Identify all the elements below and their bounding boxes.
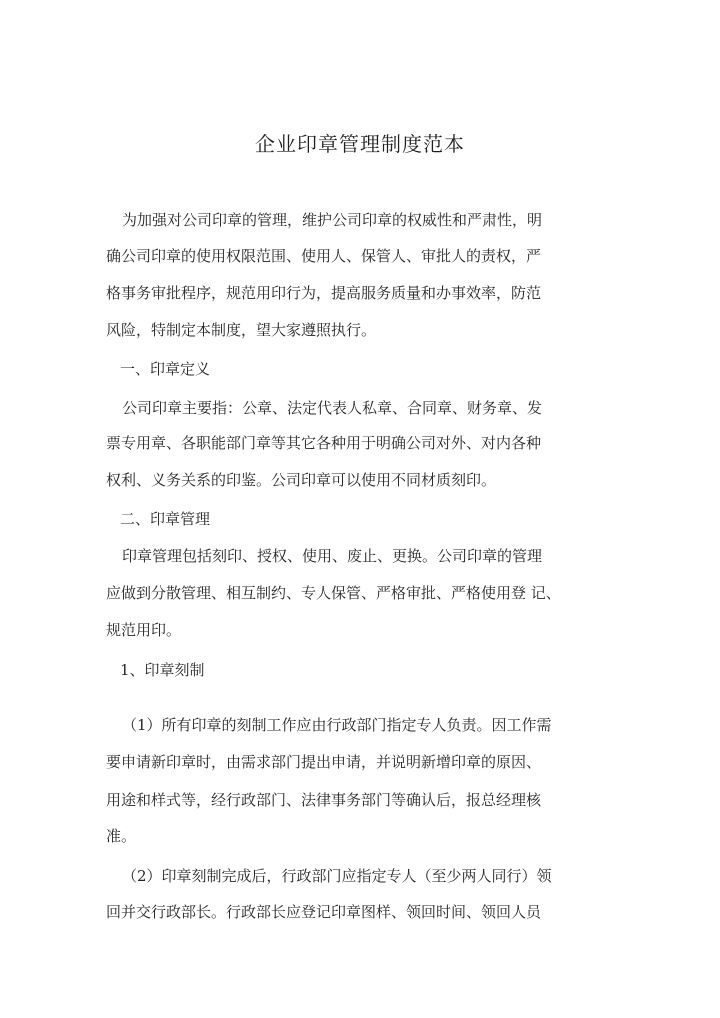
paragraph-line: 风险，特制定本制度，望大家遵照执行。 xyxy=(106,321,377,339)
paragraph-line: 格事务审批程序，规范用印行为，提高服务质量和办事效率，防范 xyxy=(106,284,542,302)
paragraph-line: 回并交行政部长。行政部长应登记印章图样、领回时间、领回人员 xyxy=(106,903,542,921)
paragraph-line: 规范用印。 xyxy=(106,621,182,639)
document-title: 企业印章管理制度范本 xyxy=(255,132,465,156)
paragraph-line: 应做到分散管理、相互制约、专人保管、严格审批、严格使用登 记、 xyxy=(106,584,561,602)
paragraph-line: （2）印章刻制完成后，行政部门应指定专人（至少两人同行）领 xyxy=(122,867,552,885)
paragraph-line: 权利、义务关系的印鉴。公司印章可以使用不同材质刻印。 xyxy=(106,471,497,489)
paragraph-line: 印章管理包括刻印、授权、使用、废止、更换。公司印章的管理 xyxy=(122,547,543,565)
paragraph-line: 公司印章主要指：公章、法定代表人私章、合同章、财务章、发 xyxy=(122,399,543,417)
subsection-heading: 1、印章刻制 xyxy=(120,661,205,679)
paragraph-line: （1）所有印章的刻制工作应由行政部门指定专人负责。因工作需 xyxy=(122,716,552,734)
paragraph-line: 为加强对公司印章的管理，维护公司印章的权威性和严肃性，明 xyxy=(122,211,543,229)
section-heading: 二、印章管理 xyxy=(120,510,211,528)
paragraph-line: 用途和样式等，经行政部门、法律事务部门等确认后，报总经理核 xyxy=(106,791,542,809)
paragraph-line: 要申请新印章时，由需求部门提出申请，并说明新增印章的原因、 xyxy=(106,753,542,771)
paragraph-line: 确公司印章的使用权限范围、使用人、保管人、审批人的责权，严 xyxy=(106,247,542,265)
paragraph-line: 票专用章、各职能部门章等其它各种用于明确公司对外、对内各种 xyxy=(106,434,542,452)
section-heading: 一、印章定义 xyxy=(120,360,211,378)
paragraph-line: 准。 xyxy=(106,827,137,845)
